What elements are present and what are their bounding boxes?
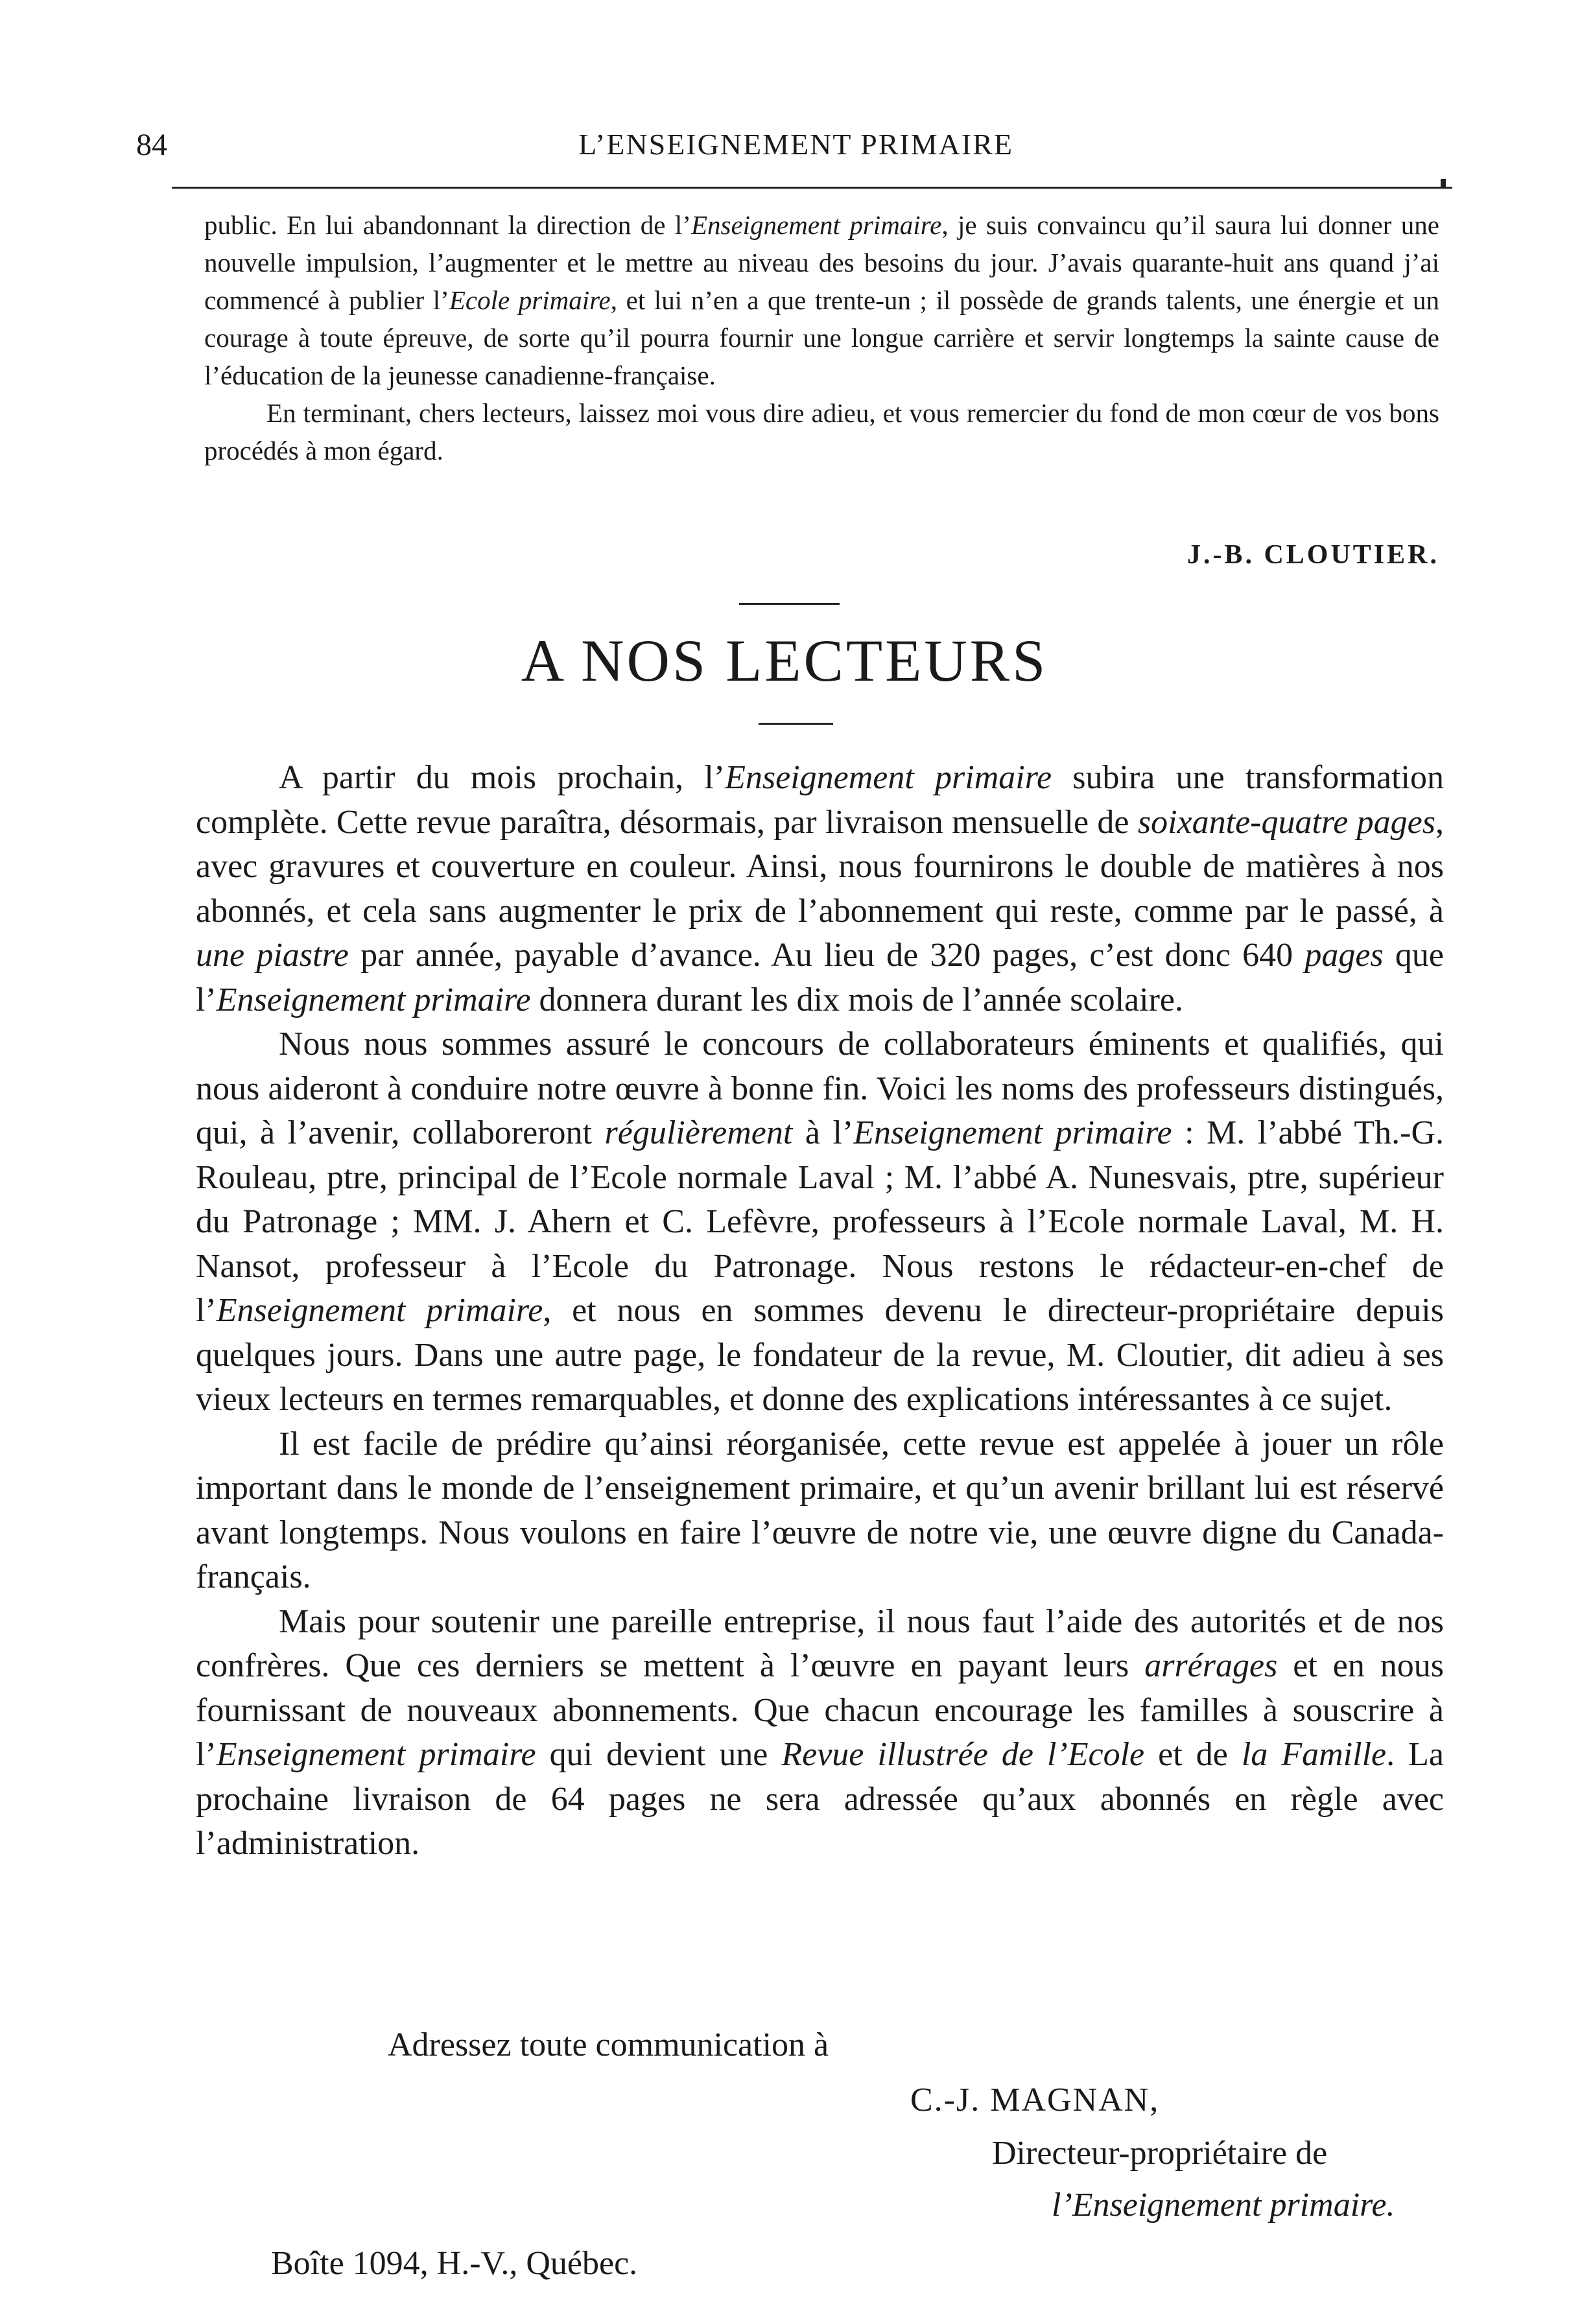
italic-text: une piastre — [196, 937, 349, 974]
farewell-paragraph: En terminant, chers lecteurs, laissez moi vous dire adieu, et vous remercier du fond de mon cœur de vos bons procédés à mon égard. — [204, 398, 1439, 465]
page-number: 84 — [136, 128, 167, 162]
italic-text: Enseignement primaire — [853, 1114, 1172, 1151]
signature-role: Directeur-propriétaire de — [992, 2135, 1328, 2172]
postal-box: Boîte 1094, H.-V., Québec. — [271, 2245, 638, 2282]
running-title: L’ENSEIGNEMENT PRIMAIRE — [578, 128, 1013, 161]
italic-text: Enseignement primaire — [216, 1736, 536, 1773]
italic-text: Enseignement primaire — [725, 759, 1052, 796]
article-paragraph: Il est facile de prédire qu’ainsi réorganisée, cette revue est appelée à jouer un rôle important dans le monde de l’enseignement primaire, et qu’un avenir brillant lui est réservé avant longtemps. Nous voulons en faire l’œuvre de notre vie, une œuvre digne du Canada-français. — [196, 1425, 1444, 1595]
italic-text: soixante-quatre pages — [1137, 803, 1435, 841]
signature-name: C.-J. MAGNAN, — [910, 2082, 1160, 2119]
italic-text: Enseignement primaire — [216, 1292, 543, 1329]
article-paragraph: Mais pour soutenir une pareille entreprise, il nous faut l’aide des autorités et de nos confrères. Que ces derniers se mettent à l’œuvre en payant leurs arrérages et en nous fournissant de nouveaux abonnements. Que chacun encourage les familles à souscrire à l’Enseignement primaire qui devient une Revue illustrée de l’Ecole et de la Famille. La prochaine livraison de 64 pages ne sera adressée qu’aux abonnés en règle avec l’administration. — [196, 1602, 1445, 1862]
farewell-paragraph: public. En lui abandonnant la direction de l’Enseignement primaire, je suis convaincu qu’il saura lui donner une nouvelle impulsion, l’augmenter et le mettre au niveau des besoins du jour. J’avais quarante-huit ans quand j’ai commencé à publier l’Ecole primaire, et lui n’en a que trente-un ; il possède de grands talents, une énergie et un courage à toute épreuve, de sorte qu’il pourra fournir une longue carrière et servir longtemps la sainte cause de l’éducation de la jeunesse canadienne-française. — [204, 210, 1440, 390]
article-body — [196, 756, 1444, 1866]
article-paragraph: A partir du mois prochain, l’Enseignement primaire subira une transformation complète. Cette revue paraîtra, désormais, par livraison mensuelle de soixante-quatre pages, avec gravures et couverture en couleur. Ainsi, nous fournirons le double de matières à nos abonnés, et cela sans augmenter le prix de l’abonnement qui reste, comme par le passé, à une piastre par année, payable d’avance. Au lieu de 320 pages, c’est donc 640 pages que l’Enseignement primaire donnera durant les dix mois de l’année scolaire. — [196, 759, 1444, 1018]
section-divider — [739, 603, 840, 605]
italic-text: la Famille — [1241, 1736, 1387, 1773]
italic-text: pages — [1304, 937, 1384, 974]
header-rule-mark — [1441, 179, 1446, 188]
article-paragraph: Nous nous sommes assuré le concours de collaborateurs éminents et qualifiés, qui nous aideront à conduire notre œuvre à bonne fin. Voici les noms des professeurs distingués, qui, à l’avenir, collaboreront régulièrement à l’Enseignement primaire : M. l’abbé Th.-G. Rouleau, ptre, principal de l’Ecole normale Laval ; M. l’abbé A. Nunesvais, ptre, supérieur du Patronage ; MM. J. Ahern et C. Lefèvre, professeurs à l’Ecole normale Laval, M. H. Nansot, professeur à l’Ecole du Patronage. Nous restons le rédacteur-en-chef de l’Enseignement primaire, et nous en sommes devenu le directeur-propriétaire depuis quelques jours. Dans une autre page, le fondateur de la revue, M. Cloutier, dit adieu à ses vieux lecteurs en termes remarquables, et donne des explications intéressantes à ce sujet. — [196, 1026, 1444, 1418]
article-heading: A NOS LECTEURS — [521, 628, 1048, 694]
heading-underline — [759, 723, 833, 725]
italic-text: Revue illustrée de l’Ecole — [781, 1736, 1145, 1773]
page-header — [136, 127, 1456, 172]
italic-text: Enseignement primaire — [216, 981, 531, 1018]
farewell-signature: J.-B. CLOUTIER. — [1186, 540, 1439, 570]
italic-text: Enseignement primaire — [690, 210, 942, 240]
italic-text: arrérages — [1144, 1647, 1278, 1684]
header-rule — [172, 187, 1452, 189]
farewell-text — [204, 206, 1439, 469]
address-line: Adressez toute communication à — [388, 2026, 829, 2063]
italic-text: Ecole primaire — [449, 285, 611, 315]
italic-text: régulièrement — [604, 1114, 793, 1151]
signature-publication: l’Enseignement primaire. — [1052, 2187, 1395, 2224]
